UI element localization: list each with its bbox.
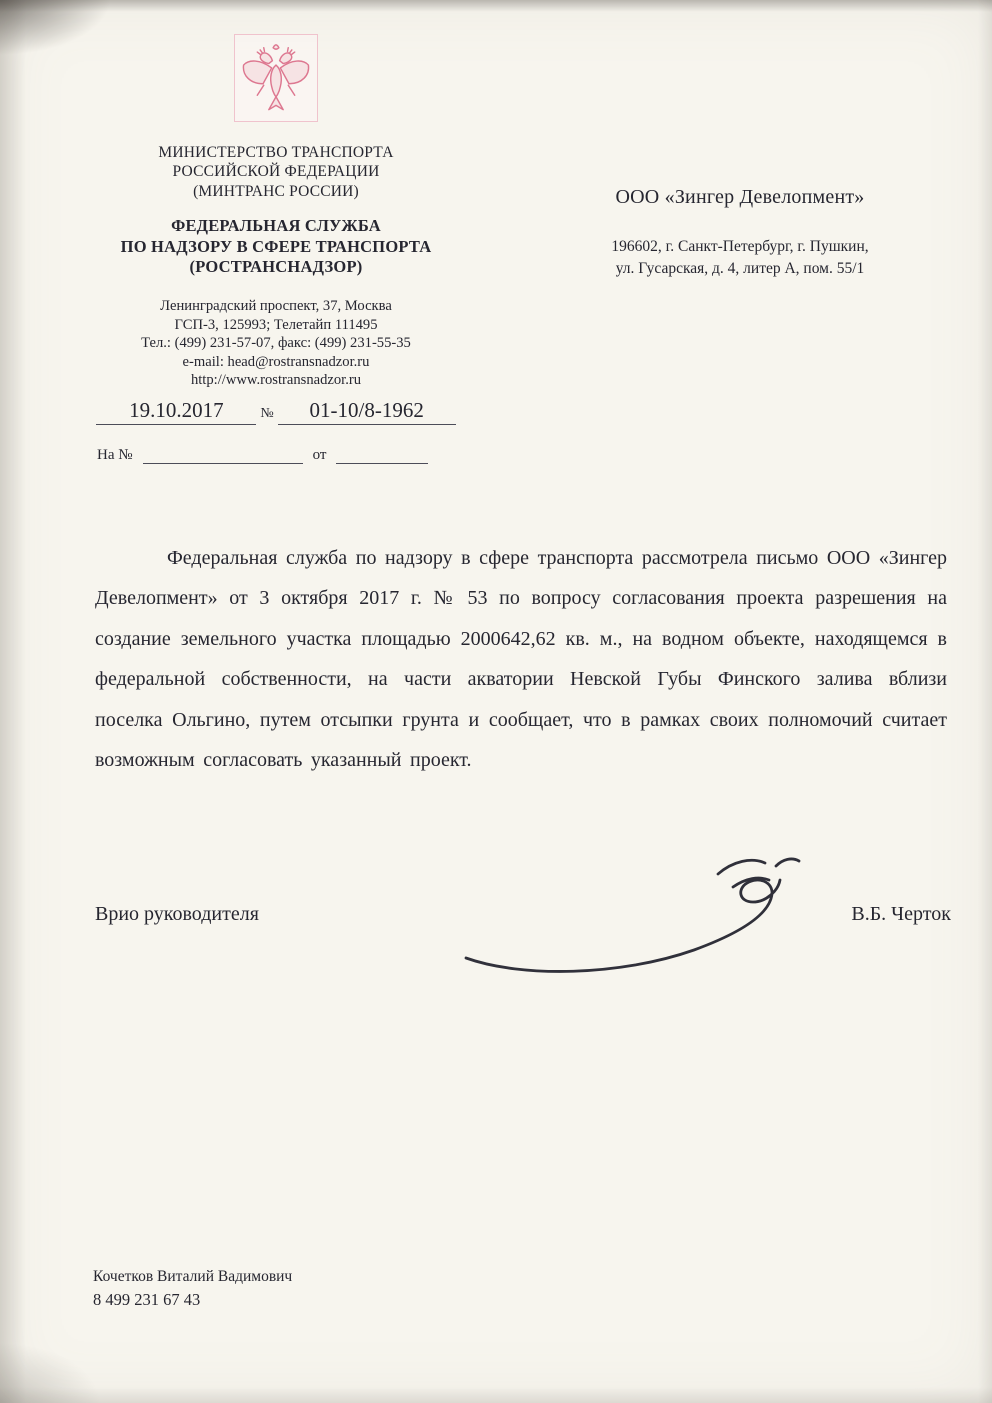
ministry-line: МИНИСТЕРСТВО ТРАНСПОРТА <box>158 144 394 161</box>
ministry-name <box>85 143 467 201</box>
reference-line <box>85 447 467 464</box>
date-number-line <box>85 398 467 425</box>
service-line: ПО НАДЗОРУ В СФЕРЕ ТРАНСПОРТА <box>120 236 432 256</box>
emblem-frame <box>234 34 318 122</box>
recipient-address <box>570 236 910 281</box>
executor-contact <box>93 1266 292 1312</box>
service-name <box>85 216 467 278</box>
sender-phone-line: Тел.: (499) 231-57-07, факс: (499) 231-55-35 <box>141 335 411 352</box>
ref-from-label: от <box>312 446 327 463</box>
signature-row <box>95 903 951 926</box>
number-sign: № <box>260 405 274 421</box>
executor-name: Кочетков Виталий Вадимович <box>93 1268 293 1285</box>
ref-label: На № <box>97 446 133 463</box>
date-field <box>96 398 256 425</box>
recipient-name: ООО «Зингер Девелопмент» <box>615 186 865 208</box>
doc-number-field <box>278 398 456 425</box>
letterhead <box>85 34 467 464</box>
sender-address-line: Ленинградский проспект, 37, Москва <box>160 298 392 314</box>
ref-date-blank <box>336 463 428 464</box>
doc-number: 01-10/8-1962 <box>309 397 424 422</box>
recipient-block <box>570 186 910 281</box>
date-value: 19.10.2017 <box>129 397 224 422</box>
service-line: ФЕДЕРАЛЬНАЯ СЛУЖБА <box>171 216 381 236</box>
ref-number-blank <box>143 463 303 464</box>
sender-contact-block <box>85 297 467 390</box>
recipient-address-line: 196602, г. Санкт-Петербург, г. Пушкин, <box>611 238 869 255</box>
recipient-address-line: ул. Гусарская, д. 4, литер А, пом. 55/1 <box>615 260 865 278</box>
double-headed-eagle-icon <box>240 40 312 116</box>
signatory-position: Врио руководителя <box>95 903 259 925</box>
sender-address-line: ГСП-3, 125993; Телетайп 111495 <box>174 316 378 333</box>
service-line: (РОСТРАНСНАДЗОР) <box>189 257 363 277</box>
letter-body-paragraph: Федеральная служба по надзору в сфере транспорта рассмотрела письмо ООО «Зингер Девелопмент» от 3 октября 2017 г. № 53 по вопросу согласования проекта разрешения на создание земельного участка площадью 2000642,62 кв. м., на водном объекте, находящемся в федеральной собственности, на части акватории Невской Губы Финского залива вблизи поселка Ольгино, путем отсыпки грунта и сообщает, что в рамках своих полномочий считает возможным согласовать указанный проект. <box>95 547 947 771</box>
signatory-name: В.Б. Черток <box>851 903 951 925</box>
executor-phone: 8 499 231 67 43 <box>93 1290 201 1310</box>
ministry-line: РОССИЙСКОЙ ФЕДЕРАЦИИ <box>172 163 380 181</box>
sender-website-line: http://www.rostransnadzor.ru <box>190 372 362 389</box>
sender-email-line: e-mail: head@rostransnadzor.ru <box>182 353 370 370</box>
ministry-line: (МИНТРАНС РОССИИ) <box>193 182 359 200</box>
